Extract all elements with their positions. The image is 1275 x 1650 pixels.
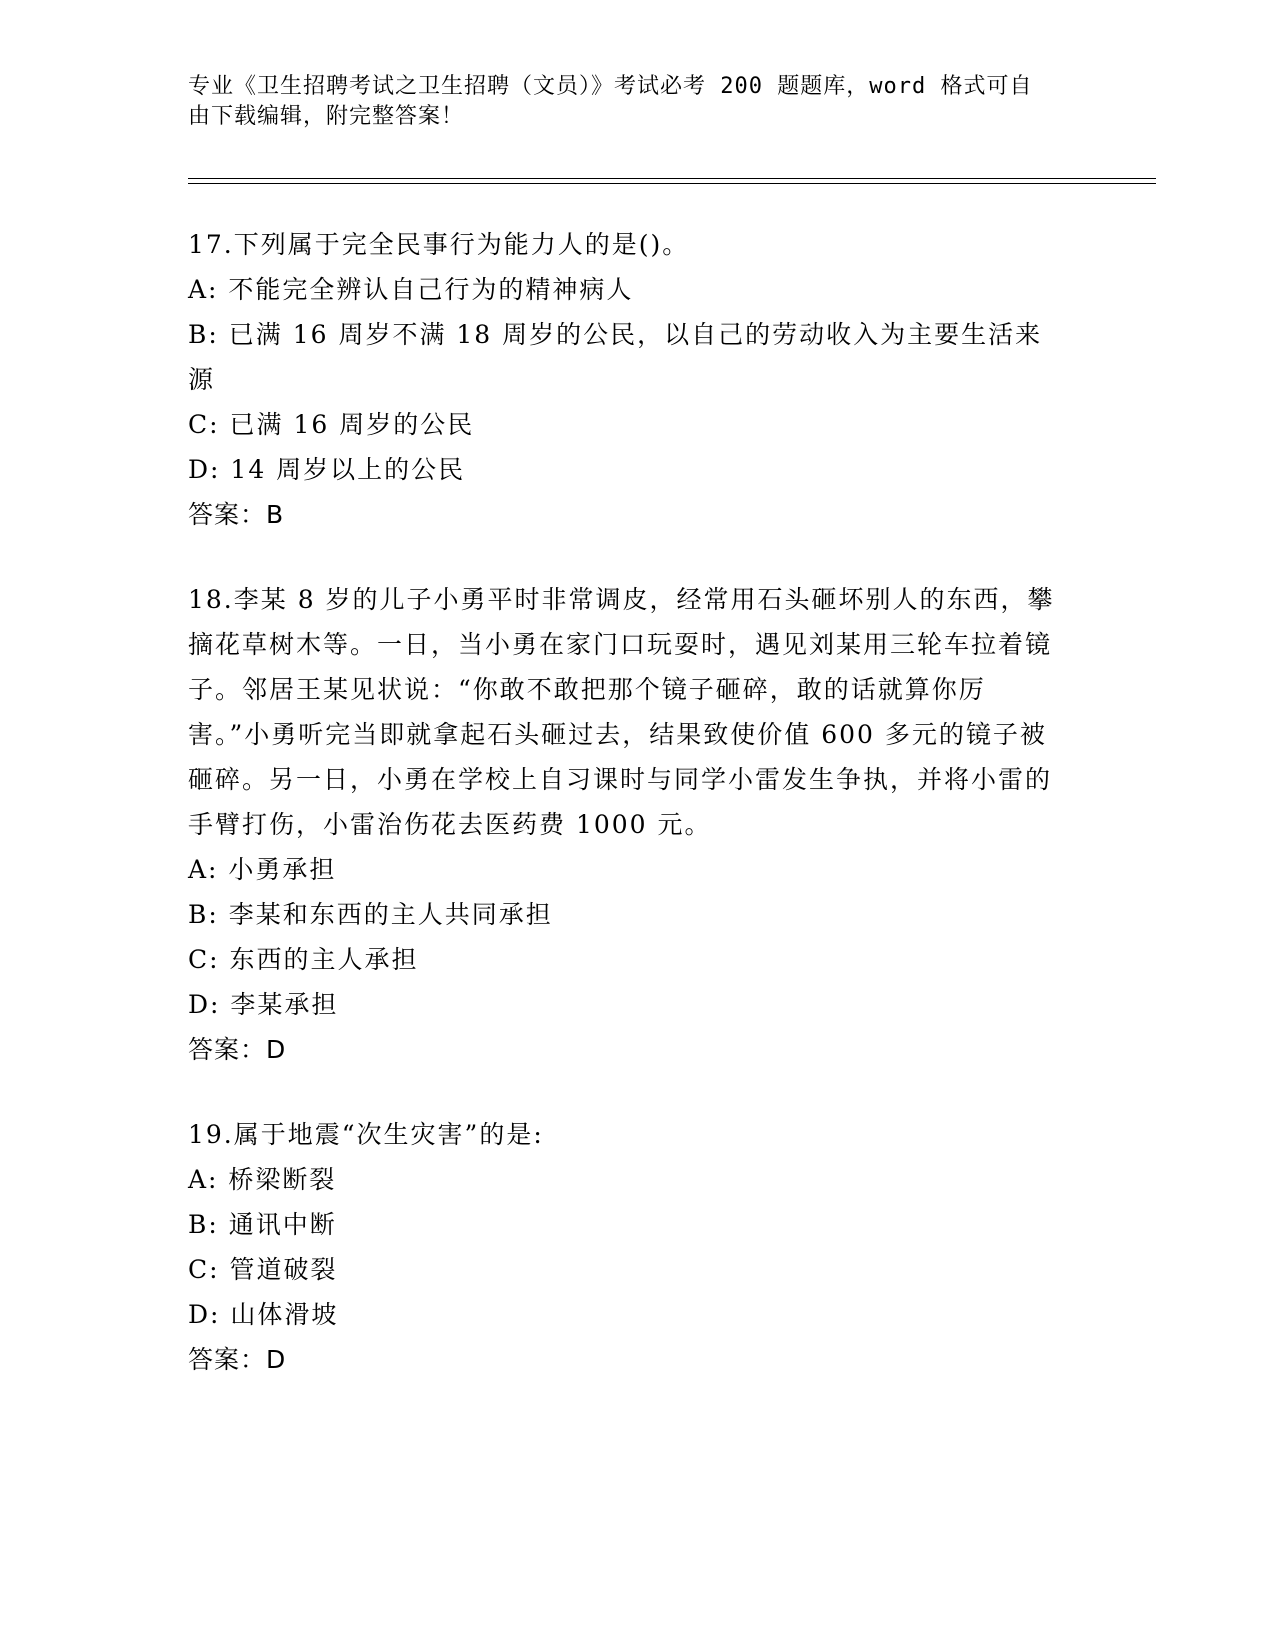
option-a: A: 不能完全辨认自己行为的精神病人 <box>188 275 634 304</box>
header-line-2: 由下载编辑，附完整答案！ <box>188 104 465 129</box>
option-c: C: 已满 16 周岁的公民 <box>188 410 475 439</box>
header-divider-bottom <box>188 183 1156 184</box>
question-stem: 17.下列属于完全民事行为能力人的是()。 <box>188 230 690 259</box>
question-stem: 18.李某 8 岁的儿子小勇平时非常调皮，经常用石头砸坏别人的东西，攀摘花草树木等。一日，当小勇在家门口玩耍时，遇见刘某用三轮车拉着镜子。邻居王某见状说：“你敢不敢把那个镜子砸碎，敢的话就算你厉害。”小勇听完当即就拿起石头砸过去，结果致使价值 600 多元的镜子被砸碎。另一日，小勇在学校上自习课时与同学小雷发生争执，并将小雷的手臂打伤，小雷治伤花去医药费 1000 元。 <box>188 585 1055 839</box>
option-b: B: 李某和东西的主人共同承担 <box>188 900 553 929</box>
header-line-1: 专业《卫生招聘考试之卫生招聘（文员）》考试必考 200 题题库，word 格式可自 <box>188 74 1033 99</box>
option-d: D: 山体滑坡 <box>188 1300 339 1329</box>
option-a: A: 桥梁断裂 <box>188 1165 337 1194</box>
option-b: B: 已满 16 周岁不满 18 周岁的公民，以自己的劳动收入为主要生活来源 <box>188 320 1043 394</box>
question-17 <box>188 222 1068 538</box>
option-d: D: 14 周岁以上的公民 <box>188 455 466 484</box>
question-stem: 19.属于地震“次生灾害”的是: <box>188 1120 544 1149</box>
option-c: C: 管道破裂 <box>188 1255 338 1284</box>
answer: 答案：D <box>188 1345 287 1374</box>
question-19 <box>188 1112 1068 1383</box>
option-d: D: 李某承担 <box>188 990 339 1019</box>
option-c: C: 东西的主人承担 <box>188 945 419 974</box>
answer: 答案：B <box>188 500 285 529</box>
header-divider-top <box>188 178 1156 179</box>
answer: 答案：D <box>188 1035 287 1064</box>
option-a: A: 小勇承担 <box>188 855 337 884</box>
question-18 <box>188 577 1068 1073</box>
option-b: B: 通讯中断 <box>188 1210 337 1239</box>
document-header <box>188 72 1088 132</box>
